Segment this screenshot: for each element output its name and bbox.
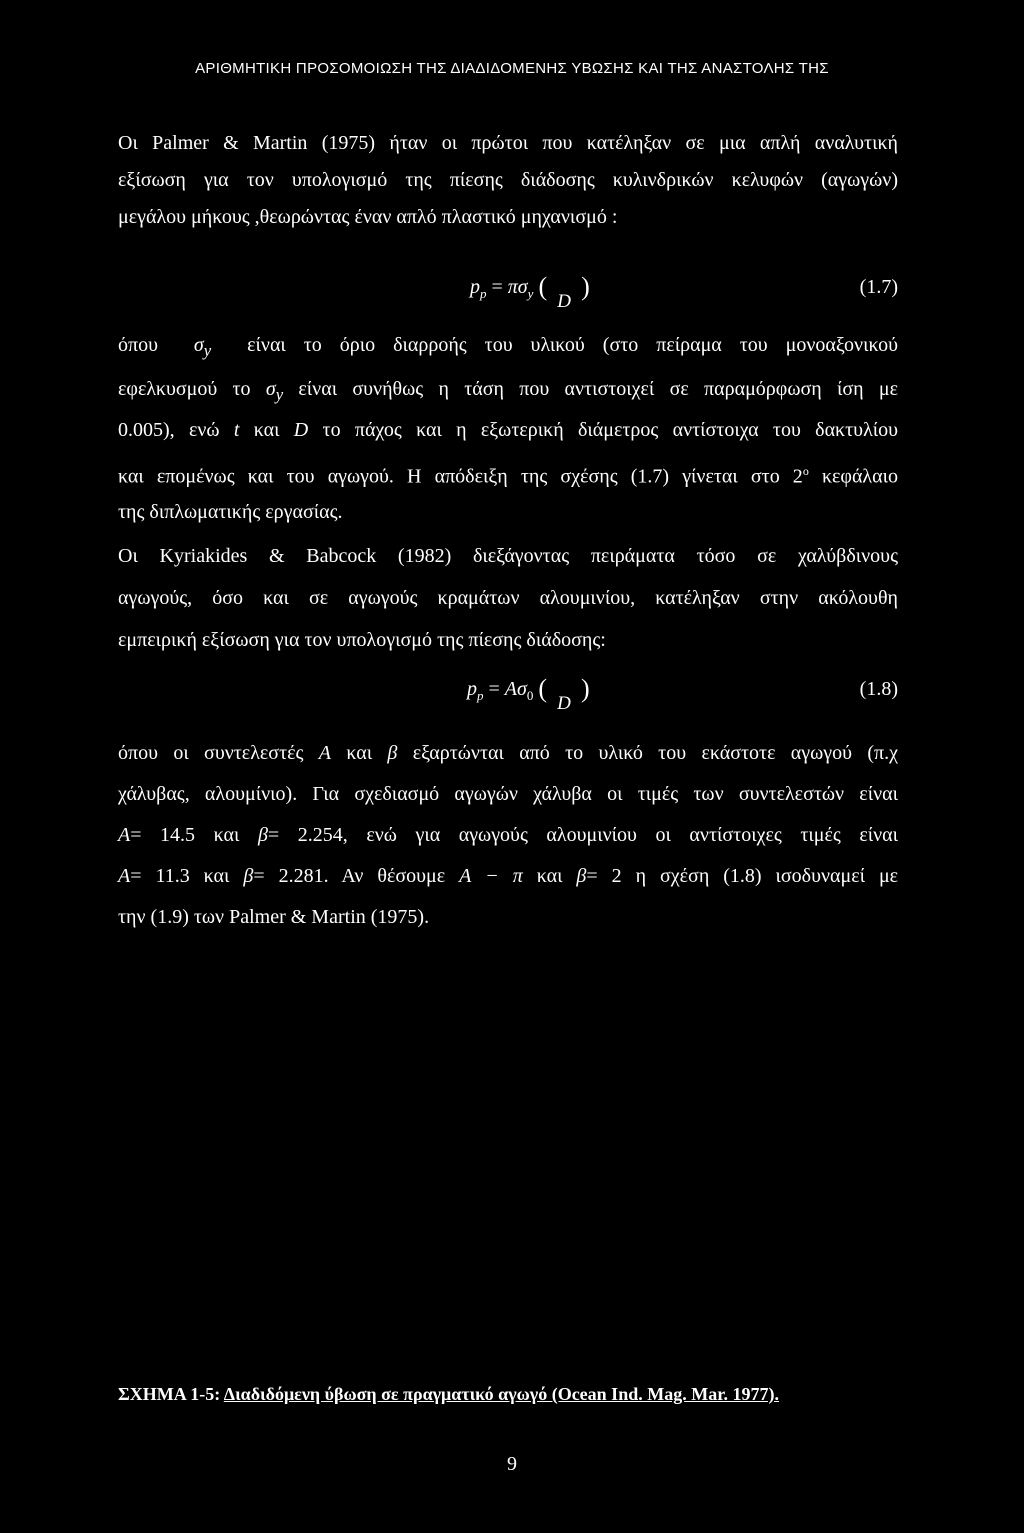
equation-number: (1.8) bbox=[859, 678, 898, 700]
text-line bbox=[118, 321, 898, 369]
text-line: της διπλωματικής εργασίας. bbox=[118, 501, 343, 523]
coef-a-symbol: A bbox=[318, 742, 331, 764]
text-fragment: 0.005), ενώ bbox=[118, 419, 220, 441]
text-fragment: και bbox=[253, 419, 280, 441]
diameter-symbol: D bbox=[293, 419, 309, 441]
text-fragment: είναι συνήθως η τάση που αντιστοιχεί σε παραμόρφωση ίση με bbox=[298, 378, 899, 400]
equation-1-8 bbox=[467, 672, 590, 714]
sigma-symbol: σ bbox=[193, 334, 204, 356]
eq-equals: = bbox=[491, 276, 503, 298]
text-fragment: και bbox=[213, 824, 240, 846]
ordinal-superscript: ο bbox=[802, 464, 809, 478]
text-line bbox=[118, 856, 898, 897]
coef-a-symbol: A bbox=[118, 865, 131, 887]
page-number: 9 bbox=[507, 1453, 517, 1475]
eq-lhs: p bbox=[470, 276, 480, 298]
text-fragment: εξαρτώνται από το υλικό του εκάστοτε αγωγού (π.χ bbox=[412, 742, 898, 764]
figure-label: ΣΧΗΜΑ 1-5: bbox=[118, 1384, 221, 1404]
coef-beta-symbol: β bbox=[387, 742, 398, 764]
coef-a-value: = 14.5 bbox=[130, 824, 196, 846]
coef-beta-symbol: β bbox=[576, 865, 587, 887]
text-line: Οι Palmer & Martin (1975) ήταν οι πρώτοι που κατέληξαν σε μια απλή αναλυτική bbox=[118, 132, 898, 154]
text-line: μεγάλου μήκους ,θεωρώντας έναν απλό πλαστικό μηχανισμό : bbox=[118, 206, 618, 228]
coef-a-value: = 11.3 bbox=[130, 865, 190, 887]
text-fragment: . Αν θέσουμε bbox=[323, 865, 446, 887]
text-line: αγωγούς, όσο και σε αγωγούς κραμάτων αλουμινίου, κατέληξαν στην ακόλουθη bbox=[118, 587, 898, 609]
paragraph-kyriakides-babcock bbox=[118, 535, 898, 661]
text-fragment: και bbox=[346, 742, 373, 764]
text-fragment: το πάχος και η εξωτερική διάμετρος αντίστοιχα του δακτυλίου bbox=[322, 419, 899, 441]
text-fragment: είναι το όριο διαρροής του υλικού (στο πείραμα του μονοαξονικού bbox=[247, 334, 899, 356]
running-header: ΑΡΙΘΜΗΤΙΚΗ ΠΡΟΣΟΜΟΙΩΣΗ ΤΗΣ ΔΙΑΔΙΔΟΜΕΝΗΣ ΥΒΩΣΗΣ ΚΑΙ ΤΗΣ ΑΝΑΣΤΟΛΗΣ ΤΗΣ bbox=[195, 60, 829, 77]
coef-beta-value: = 2 bbox=[586, 865, 622, 887]
paragraph-coefficients bbox=[118, 733, 898, 938]
sigma-symbol: σ bbox=[265, 378, 276, 400]
figure-caption-text: Διαδιδόμενη ύβωση σε πραγματικό αγωγό (Ocean Ind. Mag. Mar. 1977). bbox=[223, 1384, 780, 1404]
text-fragment: και bbox=[203, 865, 230, 887]
paragraph-yield-definition bbox=[118, 321, 898, 533]
figure-caption bbox=[118, 1384, 898, 1405]
text-line: εξίσωση για τον υπολογισμό της πίεσης διάδοσης κυλινδρικών κελυφών (αγωγών) bbox=[118, 169, 898, 191]
eq-lhs-subscript: p bbox=[477, 688, 484, 703]
text-line: εμπειρική εξίσωση για τον υπολογισμό της πίεσης διάδοσης: bbox=[118, 629, 606, 651]
eq-coefficient-subscript: 0 bbox=[526, 688, 534, 703]
eq-coefficient: πσ bbox=[507, 276, 528, 298]
text-fragment: εφελκυσμού το bbox=[118, 378, 251, 400]
eq-inner-term: D bbox=[557, 291, 571, 312]
coef-beta-symbol: β bbox=[243, 865, 254, 887]
coef-a-symbol: A bbox=[459, 865, 472, 887]
text-line: Οι Kyriakides & Babcock (1982) διεξάγοντας πειράματα τόσο σε χαλύβδινους bbox=[118, 545, 898, 567]
text-fragment: η σχέση (1.8) ισοδυναμεί με bbox=[635, 865, 899, 887]
equation-number: (1.7) bbox=[859, 276, 898, 298]
eq-paren-group: (D) bbox=[538, 272, 590, 312]
eq-coefficient-subscript: y bbox=[527, 286, 534, 301]
text-fragment: κεφάλαιο bbox=[821, 465, 898, 488]
eq-equals: = bbox=[488, 678, 500, 700]
coef-beta-value: = 2.281 bbox=[253, 865, 324, 887]
coef-beta-value: = 2.254 bbox=[267, 824, 343, 846]
eq-lhs-subscript: p bbox=[480, 286, 487, 301]
text-line bbox=[118, 410, 898, 451]
eq-paren-group: (D) bbox=[538, 674, 590, 714]
text-line bbox=[118, 733, 898, 774]
text-fragment: και bbox=[536, 865, 563, 887]
coef-a-symbol: A bbox=[118, 824, 131, 846]
equation-1-7 bbox=[470, 270, 590, 312]
paragraph-palmer-martin bbox=[118, 125, 898, 236]
text-line bbox=[118, 815, 898, 856]
text-line bbox=[118, 451, 898, 492]
sigma-subscript: y bbox=[275, 385, 284, 404]
pi-expression: − π bbox=[485, 865, 523, 887]
sigma-subscript: y bbox=[203, 341, 212, 360]
text-fragment: και επομένως και του αγωγού. Η απόδειξη της σχέσης (1.7) γίνεται στο 2 bbox=[118, 465, 803, 488]
eq-lhs: p bbox=[467, 678, 477, 700]
text-fragment: , ενώ για αγωγούς αλουμινίου οι αντίστοιχες τιμές είναι bbox=[342, 824, 899, 846]
text-line: χάλυβας, αλουμίνιο). Για σχεδιασμό αγωγών χάλυβα οι τιμές των συντελεστών είναι bbox=[118, 783, 898, 805]
eq-coefficient: Aσ bbox=[504, 678, 527, 700]
thickness-symbol: t bbox=[233, 419, 240, 441]
text-fragment: όπου οι συντελεστές bbox=[118, 742, 304, 764]
eq-inner-term: D bbox=[557, 693, 571, 714]
coef-beta-symbol: β bbox=[257, 824, 268, 846]
text-line: την (1.9) των Palmer & Martin (1975). bbox=[118, 906, 430, 928]
text-fragment: όπου bbox=[118, 334, 158, 356]
text-line bbox=[118, 369, 898, 410]
